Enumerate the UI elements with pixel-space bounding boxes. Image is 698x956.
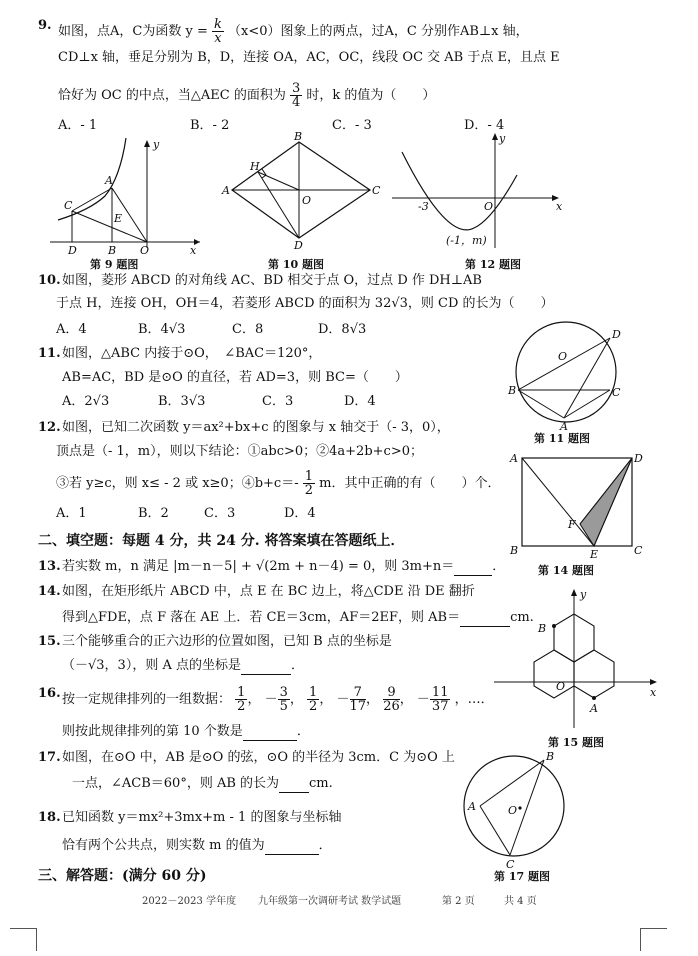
q9-line1 <box>58 18 529 45</box>
figure-17 <box>458 750 568 871</box>
q17-line1: 如图，在⊙O 中，AB 是⊙O 的弦，⊙O 的半径为 3cm．C 为⊙O 上 <box>62 750 455 765</box>
q16-term-2: － $\frac{3}{5}$ ， <box>264 685 303 714</box>
frac-denominator: 4 <box>291 95 301 110</box>
q15-text: （－√3，3），则 A 点的坐标是 <box>62 658 241 673</box>
q10-option-d: D．8√3 <box>318 322 367 337</box>
fig15-caption: 第 15 题图 <box>548 736 604 749</box>
q15-end: ． <box>290 658 304 673</box>
q11-option-a: A．2√3 <box>62 394 110 409</box>
frac-numerator: 11 <box>431 685 449 700</box>
fig10-caption: 第 10 题图 <box>268 258 324 271</box>
fig15-label-x: x <box>650 686 657 699</box>
fig9-label-c: C <box>64 199 73 212</box>
q12-line2: 顶点是（- 1，m），则以下结论：①abc>0；②4a+2b+c>0； <box>56 444 423 459</box>
q14-text: 得到△FDE，点 F 落在 AE 上．若 CE＝3cm，AF＝2EF，则 AB＝ <box>62 610 461 625</box>
figure-10 <box>222 130 382 252</box>
term-sign: － <box>416 692 430 707</box>
fig17-label-o: O <box>508 804 518 817</box>
q18-line1: 已知函数 y＝mx²+3mx+m - 1 的图象与坐标轴 <box>62 810 342 825</box>
fig9-label-a: A <box>105 174 113 187</box>
q11-line1: 如图，△ABC 内接于⊙O， ∠BAC＝120°， <box>62 346 322 361</box>
q9-line3-rest: 时，k 的值为（ ） <box>306 88 436 103</box>
q17-answer-blank[interactable] <box>279 776 309 793</box>
q11-number: 11. <box>38 346 61 361</box>
fig10-label-o: O <box>302 194 312 207</box>
fig10-label-d: D <box>294 239 303 252</box>
figure-11 <box>506 322 631 437</box>
q16-number: 16. <box>38 686 61 701</box>
fig9-label-y: y <box>153 138 160 151</box>
q14-line1: 如图，在矩形纸片 ABCD 中，点 E 在 BC 边上，将△CDE 沿 DE 翻折 <box>62 584 475 599</box>
fig12-caption: 第 12 题图 <box>465 258 521 271</box>
q18-number: 18. <box>38 810 61 825</box>
frac-numerator: 1 <box>309 685 318 700</box>
q10-option-c: C．8 <box>232 322 264 337</box>
q13-end: ． <box>492 559 506 574</box>
fig9-label-e: E <box>114 212 123 225</box>
fig12-label-vertex: (-1，m) <box>446 234 487 247</box>
fig11-label-b: B <box>508 384 517 397</box>
frac-numerator: 3 <box>291 81 301 96</box>
fig12-label-y: y <box>499 132 506 145</box>
frac-numerator: k <box>213 17 222 32</box>
figure-9 <box>50 138 205 257</box>
term-fraction <box>350 686 367 713</box>
q12-option-b: B．2 <box>138 506 169 521</box>
fig14-caption: 第 14 题图 <box>538 564 594 577</box>
q17-text: 一点，∠ACB＝60°，则 AB 的长为 <box>72 776 280 791</box>
frac-denominator: 2 <box>237 699 246 714</box>
q11-option-c: C．3 <box>262 394 294 409</box>
q16-answer-blank[interactable] <box>243 724 297 741</box>
term-fraction <box>235 686 247 713</box>
q9-option-a: A．- 1 <box>58 118 98 133</box>
fig9-label-d: D <box>68 244 77 257</box>
fig10-label-h: H <box>250 160 260 173</box>
q10-line2: 于点 H，连接 OH，OH＝4，若菱形 ABCD 的面积为 32√3，则 CD 的长为（ ） <box>56 296 554 311</box>
frac-numerator: 3 <box>279 685 288 700</box>
q9-option-b: B．- 2 <box>190 118 230 133</box>
q16-line2-text: 则按此规律排列的第 10 个数是 <box>62 724 243 739</box>
fig11-caption: 第 11 题图 <box>534 432 590 445</box>
term-fraction <box>383 686 400 713</box>
q16-tail: ，…． <box>454 692 494 707</box>
fig14-label-d: D <box>634 452 643 465</box>
q16-term-5: $\frac{9}{26}$ ， <box>383 685 413 714</box>
q10-number: 10. <box>38 273 61 288</box>
fig15-label-o: O <box>556 680 566 693</box>
q10-option-b: B．4√3 <box>138 322 186 337</box>
footer-year: 2022－2023 学年度 <box>142 896 237 907</box>
fig10-label-b: B <box>294 130 303 143</box>
frac-denominator: 37 <box>431 699 449 714</box>
q12-number: 12. <box>38 420 61 435</box>
fig14-label-a: A <box>510 452 518 465</box>
q16-term-6 <box>416 685 451 714</box>
q12-line3-rest: m．其中正确的有（ ）个． <box>319 476 501 491</box>
fig9-label-x: x <box>190 244 197 257</box>
q16-term-3: $\frac{1}{2}$ ， <box>309 685 333 714</box>
term-sign: － <box>264 692 278 707</box>
frac-numerator: 1 <box>237 685 246 700</box>
q12-line1: 如图，已知二次函数 y＝ax²+bx+c 的图象与 x 轴交于（- 3，0）， <box>62 420 450 435</box>
frac-denominator: 2 <box>304 483 314 498</box>
q9-line1-rest: （x<0）图象上的两点，过A，C 分别作AB⊥x 轴， <box>228 24 529 39</box>
fig15-label-b: B <box>538 622 547 635</box>
q15-line1: 三个能够重合的正六边形的位置如图，已知 B 点的坐标是 <box>62 634 392 649</box>
q12-option-c: C．3 <box>204 506 236 521</box>
q18-line2 <box>62 838 332 855</box>
q17-number: 17. <box>38 750 61 765</box>
fig9-label-o: O <box>140 244 150 257</box>
figure-14 <box>508 450 648 562</box>
fig14-label-e: E <box>590 548 599 561</box>
frac-denominator: 17 <box>349 699 367 714</box>
figure-12 <box>392 130 567 255</box>
q12-line3 <box>56 470 500 497</box>
q13-text: 若实数 m，n 满足 |m－n－5| + √(2m + n－4) = 0，则 3m+n＝ <box>62 559 455 574</box>
q11-option-d: D．4 <box>344 394 376 409</box>
frac-denominator: 5 <box>279 699 288 714</box>
q16-line1 <box>62 686 494 713</box>
q12-half <box>303 470 315 497</box>
footer-page: 第 2 页 <box>442 896 475 907</box>
term-sign: － <box>336 692 350 707</box>
fig12-label-o: O <box>484 200 494 213</box>
q16-text: 按一定规律排列的一组数据： <box>62 692 232 707</box>
fig17-caption: 第 17 题图 <box>494 870 550 883</box>
q16-term-1: $\frac{1}{2}$ ， <box>237 685 261 714</box>
q14-number: 14. <box>38 584 61 599</box>
fig14-label-c: C <box>634 544 643 557</box>
crop-mark-right <box>640 928 667 951</box>
fig10-label-a: A <box>222 184 230 197</box>
q9-option-c: C．- 3 <box>332 118 372 133</box>
fig9-label-b: B <box>108 244 117 257</box>
fig12-label-x: x <box>556 200 563 213</box>
fig14-label-f: F <box>568 518 576 531</box>
q9-number: 9. <box>38 18 52 33</box>
crop-mark-left <box>10 928 37 951</box>
fig11-label-a: A <box>560 420 568 433</box>
q11-option-b: B．3√3 <box>158 394 206 409</box>
term-fraction <box>307 686 319 713</box>
q14-line2 <box>62 610 534 627</box>
term-fraction <box>278 686 290 713</box>
q13-number: 13. <box>38 559 61 574</box>
fig17-label-a: A <box>468 800 476 813</box>
q18-end: ． <box>318 838 332 853</box>
fig15-label-y: y <box>580 588 587 601</box>
q10-line1: 如图，菱形 ABCD 的对角线 AC、BD 相交于点 O，过点 D 作 DH⊥AB <box>62 273 482 288</box>
fig10-label-c: C <box>372 184 381 197</box>
q11-line2: AB=AC，BD 是⊙O 的直径，若 AD=3，则 BC=（ ） <box>62 370 408 385</box>
q9-three-quarters <box>290 82 302 109</box>
q9-k-over-x <box>212 18 224 45</box>
fig14-label-b: B <box>510 544 519 557</box>
q12-option-a: A．1 <box>56 506 87 521</box>
q14-end: cm. <box>510 610 534 625</box>
q12-option-d: D．4 <box>284 506 316 521</box>
fig9-caption: 第 9 题图 <box>90 258 139 271</box>
q15-line2 <box>62 658 304 675</box>
q13-line <box>62 559 505 576</box>
q17-line2 <box>72 776 333 793</box>
q16-term-4: － $\frac{7}{17}$ ， <box>336 685 380 714</box>
q15-number: 15. <box>38 634 61 649</box>
q9-line3 <box>58 82 435 109</box>
term-fraction <box>430 686 451 713</box>
q9-line1-text: 如图，点A，C为函数 y = <box>58 24 208 39</box>
frac-denominator: 2 <box>309 699 318 714</box>
section-2-title: 二、填空题：每题 4 分，共 24 分. 将答案填在答题纸上． <box>38 533 405 549</box>
frac-numerator: 9 <box>383 686 400 700</box>
q15-answer-blank[interactable] <box>241 658 291 675</box>
q18-text: 恰有两个公共点，则实数 m 的值为 <box>62 838 265 853</box>
q9-option-d: D．- 4 <box>464 118 505 133</box>
footer-total: 共 4 页 <box>504 896 537 907</box>
fig17-label-b: B <box>546 750 555 763</box>
fig15-label-a: A <box>590 702 598 715</box>
fig11-label-o: O <box>558 350 568 363</box>
fig12-label-minus3: -3 <box>418 200 429 213</box>
frac-denominator: x <box>214 31 222 46</box>
frac-denominator: 26 <box>383 699 400 714</box>
q18-answer-blank[interactable] <box>265 838 319 855</box>
q9-line3-text: 恰好为 OC 的中点，当△AEC 的面积为 <box>58 88 286 103</box>
q16-line2 <box>62 724 310 741</box>
frac-numerator: 1 <box>304 469 314 484</box>
fig11-label-d: D <box>612 328 621 341</box>
q9-line2: CD⊥x 轴，垂足分别为 B，D，连接 OA，AC，OC，线段 OC 交 AB 于点 E，且点 E <box>58 50 560 65</box>
q16-end: ． <box>296 724 310 739</box>
footer-exam: 九年级第一次调研考试 数学试题 <box>258 896 402 907</box>
q13-answer-blank[interactable] <box>454 559 492 576</box>
section-3-title: 三、解答题：(满分 60 分) <box>38 868 207 884</box>
fig11-label-c: C <box>612 386 621 399</box>
q17-end: cm. <box>309 776 333 791</box>
q12-line3-text: ③若 y≥c，则 x≤ - 2 或 x≥0；④b+c＝- <box>56 476 299 491</box>
figure-15 <box>494 586 664 736</box>
fig17-label-c: C <box>506 858 515 871</box>
frac-numerator: 7 <box>350 686 367 700</box>
q10-option-a: A．4 <box>56 322 87 337</box>
